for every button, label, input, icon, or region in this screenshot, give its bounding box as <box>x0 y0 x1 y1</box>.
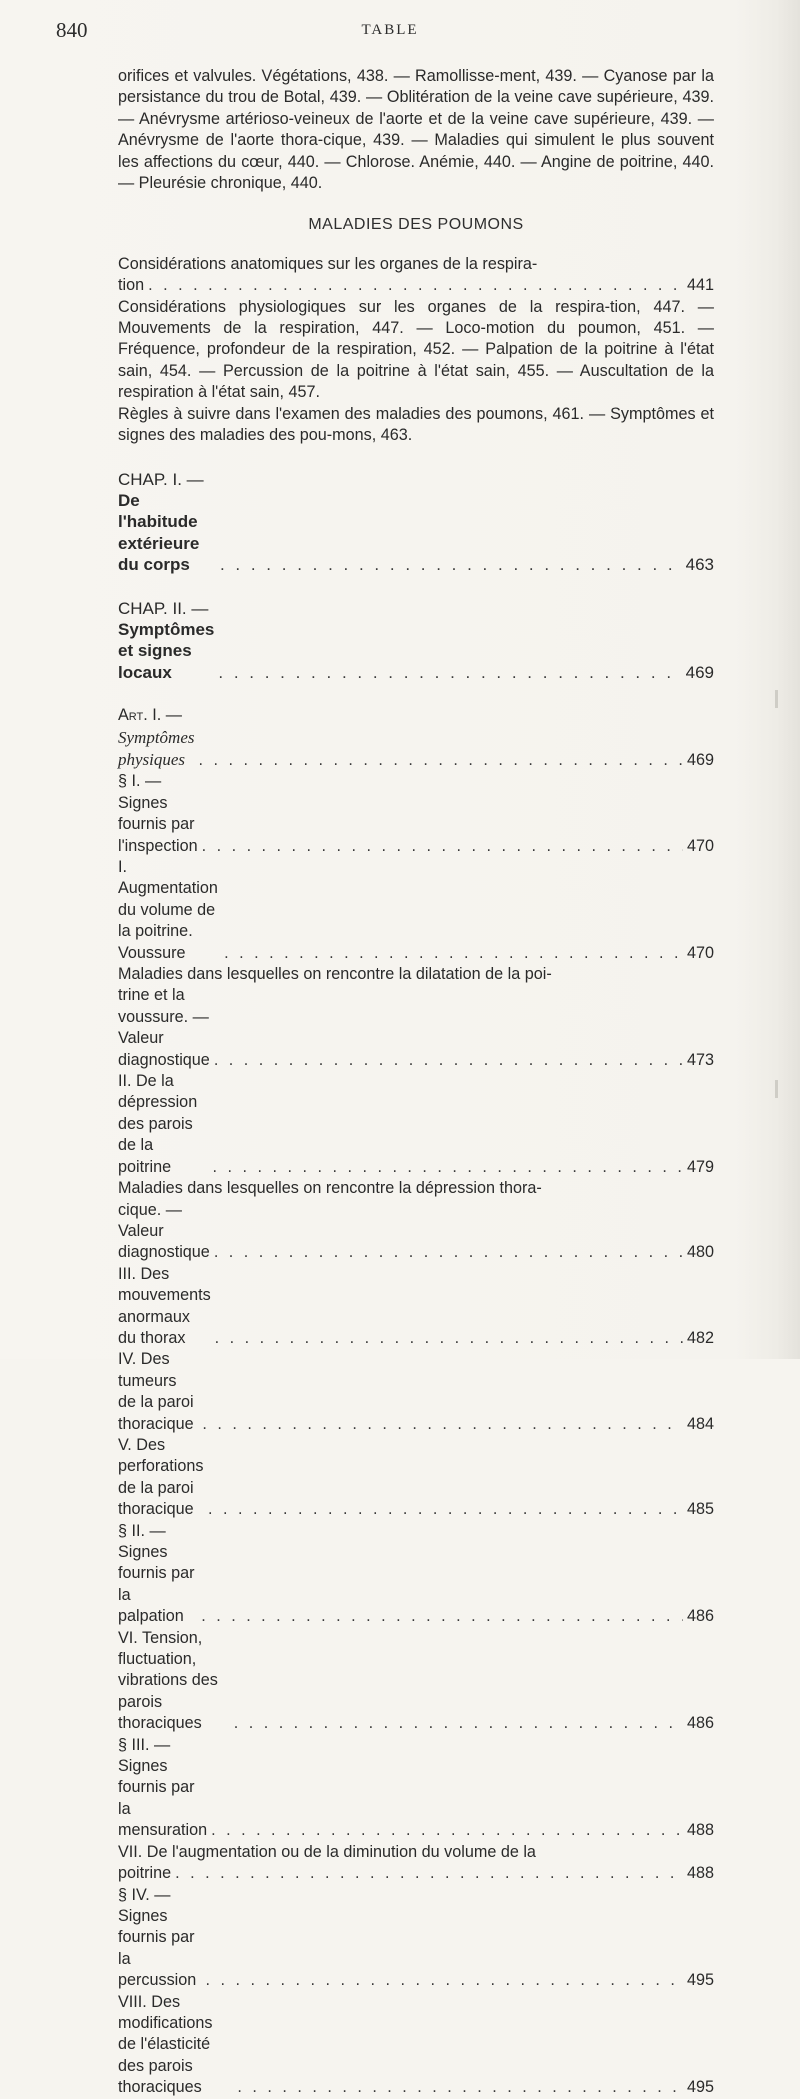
entry-page: 473 <box>686 1050 714 1069</box>
dot-leader <box>206 1970 683 1991</box>
entry-line: VII. De l'augmentation ou de la diminution du volume de la <box>118 1842 536 1861</box>
entry-line <box>118 275 714 296</box>
chapter-page: 463 <box>685 555 714 575</box>
article-title: Symptômes physiques <box>118 727 195 769</box>
dot-leader <box>202 836 683 857</box>
chapter-2-entry <box>118 598 714 684</box>
entry-text: trine et la voussure. — Valeur diagnostique <box>118 986 210 1069</box>
entry-page: 486 <box>686 1607 714 1626</box>
chapter-page: 469 <box>685 662 714 682</box>
entry-page: 488 <box>686 1864 714 1883</box>
chapter-title: De l'habitude extérieure du corps <box>118 490 200 575</box>
toc-entry-article-1 <box>118 705 714 771</box>
toc-entry <box>118 1178 714 1264</box>
dot-leader <box>214 1242 683 1263</box>
entry-text: II. De la dépression des parois de la poitrine <box>118 1072 198 1176</box>
toc-entry <box>118 1435 714 1521</box>
dot-leader <box>214 1050 683 1071</box>
page-number: 840 <box>56 18 88 42</box>
toc-entry-considerations-anatomiques <box>118 254 714 297</box>
entry-text: tion <box>118 276 145 295</box>
entry-line: Maladies dans lesquelles on rencontre la dépression thora- <box>118 1179 542 1198</box>
toc-entry <box>118 1071 714 1178</box>
considerations-physiologiques: Considérations physiologiques sur les organes de la respira-tion, 447. — Mouvements de la respiration, 447. — Loco-motion du poumon, 451. — Fréquence, profondeur de la respiration, 452. — Palpation de la poitrine à l'état sain, 454. — Percussion de la poitrine à l'état sain, 455. — Auscultation de la respiration à l'état sain, 457. <box>118 297 714 402</box>
entry-page: 495 <box>686 1971 714 1990</box>
chapter-prefix: CHAP. I. — <box>118 469 204 489</box>
dot-leader <box>211 1820 683 1841</box>
table-of-contents <box>118 66 714 2099</box>
entry-text: § I. — Signes fournis par l'inspection <box>118 772 198 855</box>
entry-text: V. Des perforations de la paroi thoracique <box>118 1435 204 1519</box>
toc-list <box>118 705 714 2098</box>
toc-entry <box>118 771 714 857</box>
entry-text: § III. — Signes fournis par la mensuration <box>118 1735 208 1840</box>
entry-line: Maladies dans lesquelles on rencontre la dilatation de la poi- <box>118 965 552 984</box>
intro-paragraph: orifices et valvules. Végétations, 438. — Ramollisse-ment, 439. — Cyanose par la persistance du trou de Botal, 439. — Oblitération de la veine cave supérieure, 439. — Anévrysme artérioso-veineux de l'aorte et de la veine cave supérieure, 439. — Anévrysme de l'aorte thora-cique, 439. — Maladies qui simulent le plus souvent les affections du cœur, 440. — Chlorose. Anémie, 440. — Angine de poitrine, 440. — Pleurésie chronique, 440. <box>118 67 714 193</box>
dot-leader <box>220 554 682 575</box>
dot-leader <box>213 1157 683 1178</box>
dot-leader <box>175 1863 683 1884</box>
entry-text: poitrine <box>118 1864 172 1883</box>
running-title: TABLE <box>361 22 419 38</box>
dot-leader <box>148 275 683 296</box>
entry-text: § II. — Signes fournis par la palpation <box>118 1521 195 1626</box>
scan-mark <box>775 1080 778 1098</box>
toc-entry <box>118 1264 714 1350</box>
toc-entry <box>118 1842 714 1885</box>
entry-page: 486 <box>686 1714 714 1733</box>
dot-leader <box>224 943 683 964</box>
entry-page: 485 <box>686 1500 714 1519</box>
dot-leader <box>234 1713 683 1734</box>
regles-paragraph: Règles à suivre dans l'examen des maladies des poumons, 461. — Symptômes et signes des maladies des pou-mons, 463. <box>118 404 714 445</box>
dot-leader <box>201 1606 683 1627</box>
page-header <box>56 18 724 46</box>
scan-mark <box>775 690 778 708</box>
entry-page: 482 <box>686 1328 714 1347</box>
entry-text: III. Des mouvements anormaux du thorax <box>118 1264 211 1347</box>
dot-leader <box>208 1499 683 1520</box>
entry-text: § IV. — Signes fournis par la percussion <box>118 1885 197 1990</box>
toc-entry <box>118 1885 714 1992</box>
entry-page: 495 <box>686 2078 714 2097</box>
dot-leader <box>215 1328 683 1349</box>
article-prefix: Art. I. — <box>118 706 182 725</box>
entry-page: 488 <box>686 1821 714 1840</box>
entry-page: 480 <box>686 1243 714 1262</box>
entry-page: 484 <box>686 1414 714 1433</box>
dot-leader <box>202 1414 683 1435</box>
toc-entry <box>118 964 714 1071</box>
dot-leader <box>218 662 681 683</box>
dot-leader <box>198 750 683 771</box>
entry-line: Considérations anatomiques sur les organes de la respira- <box>118 254 538 273</box>
entry-page: 469 <box>686 750 714 769</box>
entry-page: 470 <box>686 836 714 855</box>
entry-text: I. Augmentation du volume de la poitrine. Voussure <box>118 858 218 962</box>
chapter-1-entry <box>118 469 714 576</box>
section-title: MALADIES DES POUMONS <box>308 216 524 234</box>
dot-leader <box>237 2077 683 2098</box>
toc-entry <box>118 1628 714 1735</box>
chapter-prefix: CHAP. II. — <box>118 598 209 618</box>
entry-page: 441 <box>686 276 714 295</box>
toc-entry <box>118 1521 714 1628</box>
toc-entry <box>118 857 714 964</box>
chapter-title: Symptômes et signes locaux <box>118 619 215 682</box>
toc-entry <box>118 1349 714 1435</box>
entry-text: VI. Tension, fluctuation, vibrations des parois thoraciques <box>118 1628 218 1733</box>
entry-page: 479 <box>686 1157 714 1176</box>
toc-entry <box>118 1992 714 2099</box>
toc-entry <box>118 1735 714 1842</box>
entry-text: IV. Des tumeurs de la paroi thoracique <box>118 1350 194 1433</box>
entry-text: VIII. Des modifications de l'élasticité des parois thoraciques <box>118 1992 213 2097</box>
entry-text: cique. — Valeur diagnostique <box>118 1200 210 1262</box>
entry-page: 470 <box>686 943 714 962</box>
